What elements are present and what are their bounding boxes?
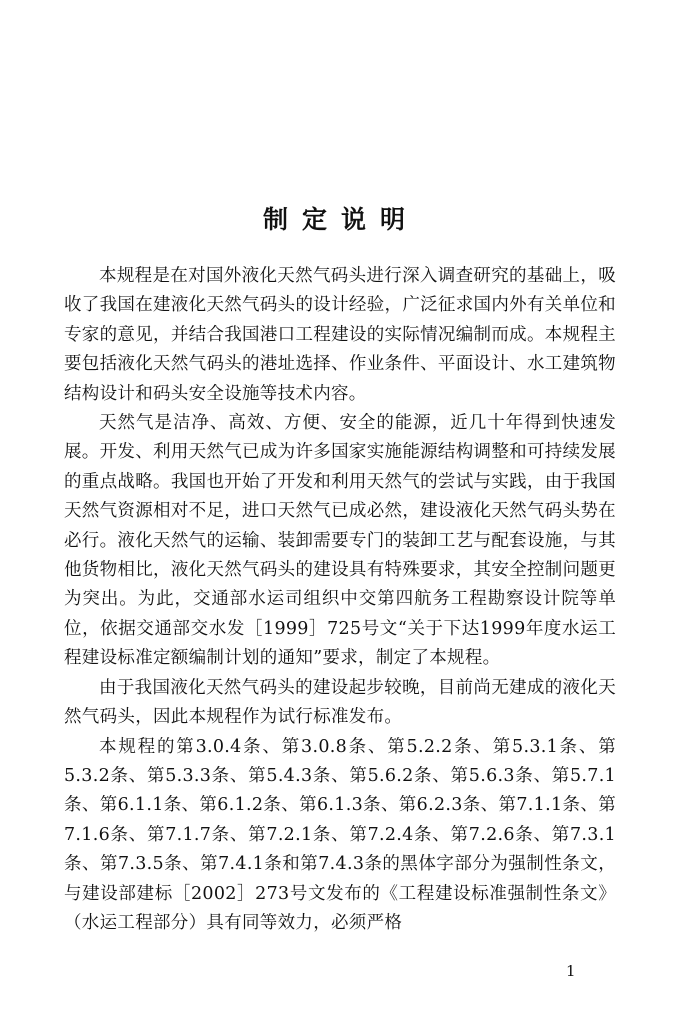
paragraph-1: 本规程是在对国外液化天然气码头进行深入调查研究的基础上，吸收了我国在建液化天然气码头的设计经验，广泛征求国内外有关单位和专家的意见，并结合我国港口工程建设的实际情况编制而成。本规程主要包括液化天然气码头的港址选择、作业条件、平面设计、水工建筑物结构设计和码头安全设施等技术内容。 xyxy=(64,266,616,404)
paragraph-2: 天然气是洁净、高效、方便、安全的能源，近几十年得到快速发展。开发、利用天然气已成为许多国家实施能源结构调整和可持续发展的重点战略。我国也开始了开发和利用天然气的尝试与实践，由于我国天然气资源相对不足，进口天然气已成必然，建设液化天然气码头势在必行。液化天然气的运输、装卸需要专门的装卸工艺与配套设施，与其他货物相比，液化天然气码头的建设具有特殊要求，其安全控制问题更为突出。为此，交通部水运司组织中交第四航务工程勘察设计院等单位，依据交通部交水发［1999］725号文“关于下达1999年度水运工程建设标准定额编制计划的通知”要求，制定了本规程。 xyxy=(64,413,616,669)
body-text xyxy=(64,262,616,938)
paragraph-4: 本规程的第3.0.4条、第3.0.8条、第5.2.2条、第5.3.1条、第5.3.2条、第5.3.3条、第5.4.3条、第5.6.2条、第5.6.3条、第5.7.1条、第6.1.1条、第6.1.2条、第6.1.3条、第6.2.3条、第7.1.1条、第7.1.6条、第7.1.7条、第7.2.1条、第7.2.4条、第7.2.6条、第7.3.1条、第7.3.5条、第7.4.1条和第7.4.3条的黑体字部分为强制性条文，与建设部建标［2002］273号文发布的《工程建设标准强制性条文》（水运工程部分）具有同等效力，必须严格 xyxy=(64,736,616,933)
page-number: 1 xyxy=(566,962,576,980)
page-title: 制定说明 xyxy=(262,205,419,234)
paragraph-3: 由于我国液化天然气码头的建设起步较晚，目前尚无建成的液化天然气码头，因此本规程作为试行标准发布。 xyxy=(64,677,616,728)
